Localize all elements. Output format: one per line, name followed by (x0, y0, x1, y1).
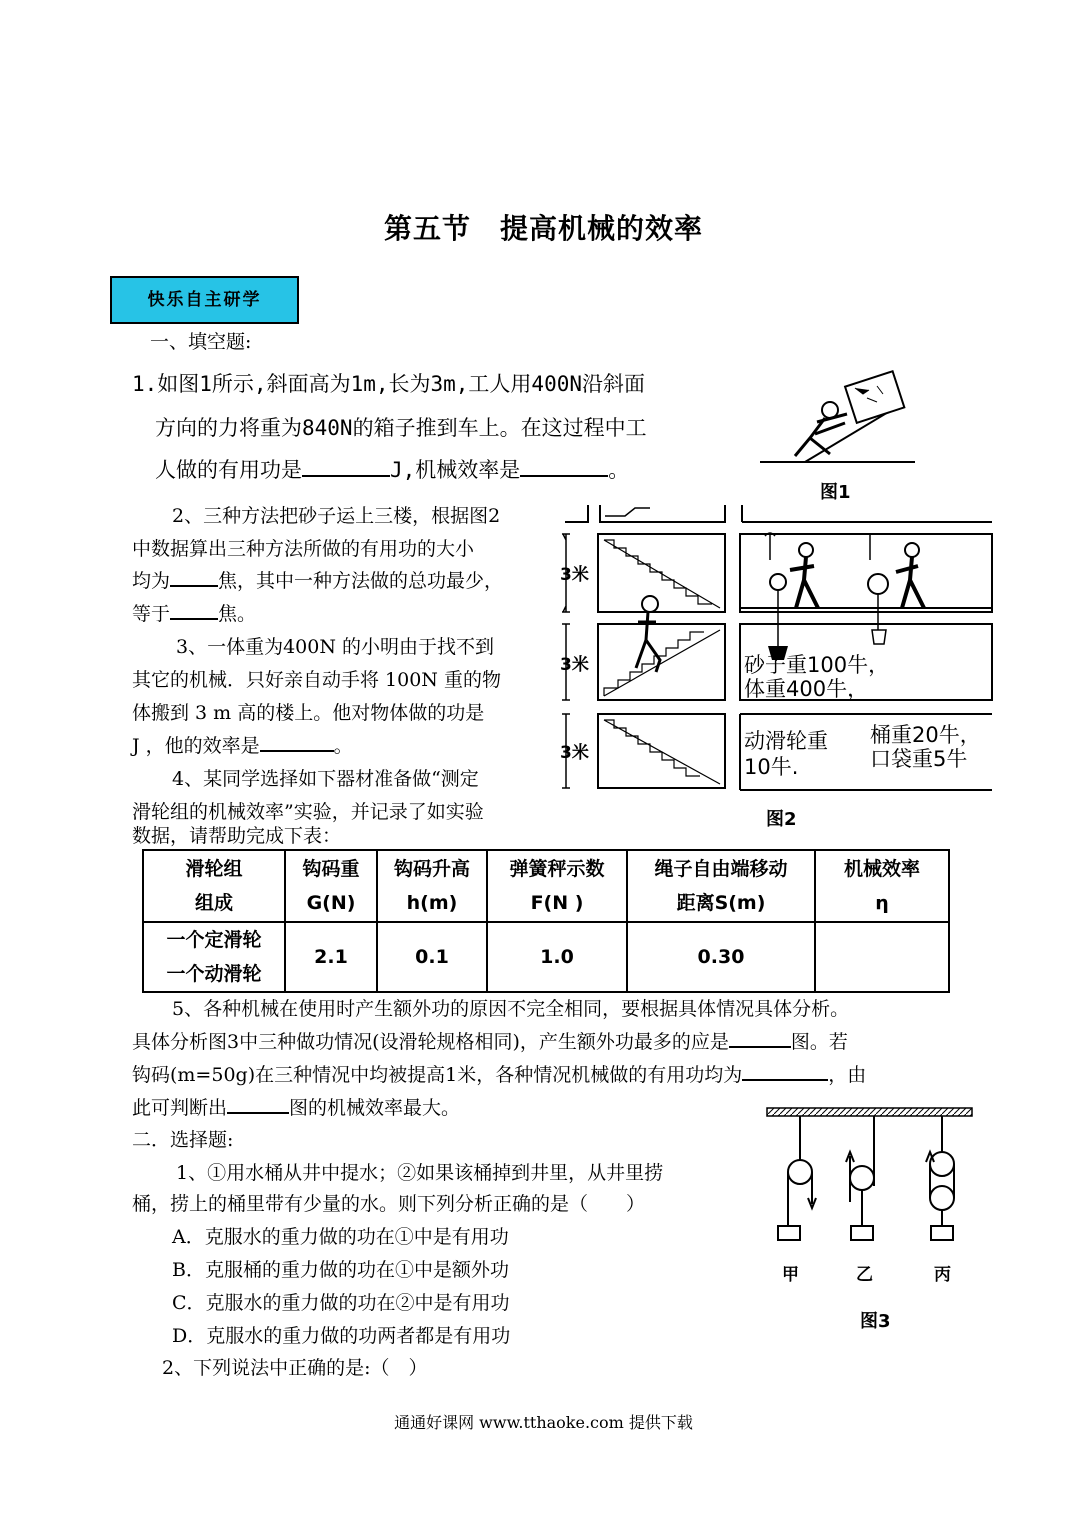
q1-text-b: J,机械效率是 (390, 458, 521, 482)
q5-text-f: 图的机械效率最大。 (289, 1097, 461, 1119)
mc1-line2: 桶，捞上的桶里带有少量的水。则下列分析正确的是（ ） (132, 1193, 646, 1215)
cell-height: 0.1 (377, 922, 487, 992)
section-multiple-choice: 二．选择题: (132, 1129, 234, 1151)
mc1-option-a[interactable]: A．克服水的重力做的功在①中是有用功 (172, 1226, 509, 1248)
q5-text-a: 具体分析图3中三种做功情况(设滑轮规格相同)，产生额外功最多的应是 (132, 1031, 729, 1053)
q3-line3: 体搬到 3 m 高的楼上。他对物体做的功是 (132, 702, 485, 724)
cell-spring-scale: 1.0 (487, 922, 627, 992)
q3-blank-efficiency[interactable] (260, 730, 334, 752)
q5-text-e: 此可判断出 (132, 1097, 228, 1119)
q2-line3 (132, 565, 503, 598)
fig2-height-label-3: 3米 (560, 743, 589, 763)
fig2-bag-weight: 口袋重5牛 (870, 747, 968, 771)
q1-blank-useful-work[interactable] (302, 455, 390, 477)
mc1-option-b[interactable]: B．克服桶的重力做的功在①中是额外功 (172, 1259, 509, 1281)
fig2-height-label-1: 3米 (560, 565, 589, 585)
figure-1-ramp (755, 368, 920, 468)
header-height: 钩码升高 h(m) (377, 850, 487, 922)
fig3-label-jia: 甲 (782, 1265, 799, 1285)
mc1-option-d[interactable]: D．克服水的重力做的功两者都是有用功 (172, 1325, 511, 1347)
header-efficiency: 机械效率 η (815, 850, 949, 922)
fig2-pulley-weight-2: 10牛. (744, 755, 799, 779)
table-row (143, 922, 949, 992)
section-badge: 快乐自主研学 (110, 276, 299, 324)
fig2-sand-weight: 砂子重100牛， (744, 653, 890, 677)
q5-line1: 5、各种机械在使用时产生额外功的原因不完全相同，要根据具体情况具体分析。 (172, 998, 850, 1020)
mc1-option-c[interactable]: C．克服水的重力做的功在②中是有用功 (172, 1292, 510, 1314)
q3-text-a: J ，他的效率是 (132, 735, 260, 757)
fig2-pulley-weight: 动滑轮重 (744, 729, 828, 753)
fig3-label-bing: 丙 (934, 1265, 951, 1285)
q1-text-c: 。 (608, 458, 630, 482)
q2-text-b: 焦，其中一种方法做的总功最少， (218, 570, 504, 592)
q1-blank-efficiency[interactable] (520, 455, 608, 477)
q2-text-d: 焦。 (218, 603, 257, 625)
table-header-row (143, 850, 949, 922)
q1-line3 (155, 452, 629, 489)
q4-line3: 数据，请帮助完成下表： (132, 825, 342, 847)
cell-rope-distance: 0.30 (627, 922, 815, 992)
fig2-height-label-2: 3米 (560, 655, 589, 675)
q2-blank-min-total-work[interactable] (170, 598, 218, 620)
page-title: 第五节 提高机械的效率 (383, 212, 703, 245)
q3-line4 (132, 730, 353, 763)
data-table (142, 849, 950, 993)
q5-text-c: 钩码(m=50g)在三种情况中均被提高1米，各种情况机械做的有用功均为 (132, 1064, 743, 1086)
q5-line2 (132, 1026, 848, 1059)
cell-weight: 2.1 (285, 922, 377, 992)
q5-blank-max-efficiency[interactable] (227, 1092, 289, 1114)
q5-blank-most-extra-work[interactable] (729, 1026, 791, 1048)
q1-line2: 方向的力将重为840N的箱子推到车上。在这过程中工 (155, 416, 647, 440)
q5-line4 (132, 1092, 460, 1125)
fig2-body-weight: 体重400牛， (744, 677, 869, 701)
figure-2-caption: 图2 (766, 809, 797, 830)
q5-blank-useful-work[interactable] (742, 1059, 828, 1081)
q2-line1: 2、三种方法把砂子运上三楼，根据图2 (172, 505, 501, 527)
fig3-label-yi: 乙 (856, 1265, 873, 1285)
header-rope-distance: 绳子自由端移动 距离S(m) (627, 850, 815, 922)
q4-line1: 4、某同学选择如下器材准备做“测定 (172, 768, 479, 790)
q1-text-a: 人做的有用功是 (155, 458, 302, 482)
q2-text-a: 均为 (132, 570, 171, 592)
figure-1-caption: 图1 (820, 482, 851, 503)
figure-2-three-methods (560, 500, 995, 795)
q3-line2: 其它的机械．只好亲自动手将 100N 重的物 (132, 669, 501, 691)
q2-blank-useful-work[interactable] (170, 565, 218, 587)
fig2-bucket-weight: 桶重20牛， (870, 723, 981, 747)
q2-line2: 中数据算出三种方法所做的有用功的大小 (132, 538, 475, 560)
mc1-line1: 1、①用水桶从井中提水；②如果该桶掉到井里，从井里捞 (176, 1162, 664, 1184)
figure-3-pulleys (762, 1102, 977, 1287)
q2-line4 (132, 598, 256, 631)
q3-text-b: 。 (333, 735, 353, 757)
q4-line2: 滑轮组的机械效率”实验，并记录了如实验 (132, 801, 484, 823)
q5-line3 (132, 1059, 866, 1092)
header-config: 滑轮组 组成 (143, 850, 285, 922)
page-footer: 通通好课网 www.tthaoke.com 提供下载 (394, 1413, 693, 1432)
q2-text-c: 等于 (132, 603, 171, 625)
mc2-line: 2、下列说法中正确的是:（ ） (162, 1357, 428, 1379)
header-spring-scale: 弹簧秤示数 F(N ) (487, 850, 627, 922)
section-fill-blank: 一、填空题: (150, 331, 252, 353)
figure-3-caption: 图3 (860, 1311, 891, 1332)
q1-line1: 1.如图1所示,斜面高为1m,长为3m,工人用400N沿斜面 (132, 372, 646, 396)
q5-text-d: ，由 (828, 1064, 867, 1086)
header-weight: 钩码重 G(N) (285, 850, 377, 922)
cell-config: 一个定滑轮 一个动滑轮 (143, 922, 285, 992)
cell-efficiency-blank[interactable] (815, 922, 949, 992)
q3-line1: 3、一体重为400N 的小明由于找不到 (176, 636, 495, 658)
q5-text-b: 图。若 (790, 1031, 848, 1053)
